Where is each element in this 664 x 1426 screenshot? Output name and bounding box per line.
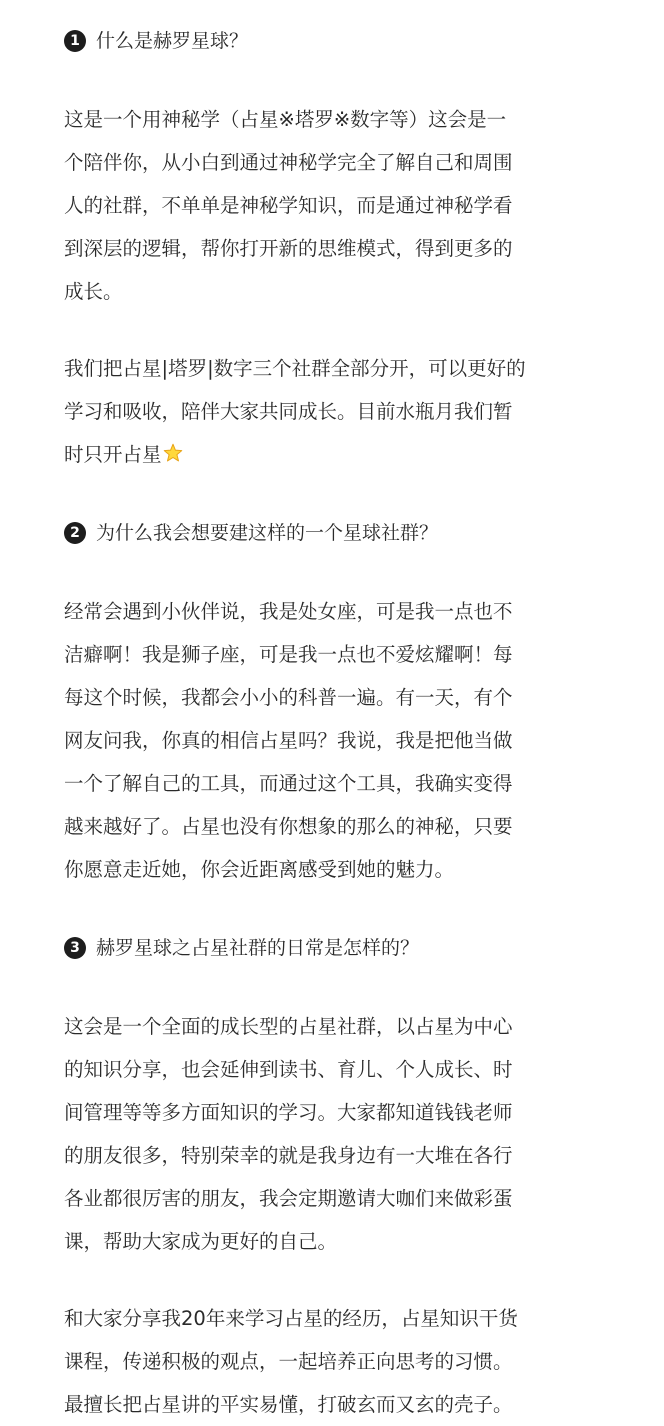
text-line: 我们把占星|塔罗|数字三个社群全部分开，可以更好的: [64, 357, 526, 380]
text-line: 一个了解自己的工具，而通过这个工具，我确实变得: [64, 772, 513, 795]
text-line: 各业都很厉害的朋友，我会定期邀请大咖们来做彩蛋: [64, 1187, 513, 1210]
text-line: 人的社群，不单单是神秘学知识，而是通过神秘学看: [64, 194, 513, 217]
text-line: 课程，传递积极的观点，一起培养正向思考的习惯。: [64, 1350, 513, 1373]
text-line: 时只开占星: [64, 443, 162, 466]
text-line: 课，帮助大家成为更好的自己。: [64, 1230, 338, 1253]
section-heading-text: 为什么我会想要建这样的一个星球社群？: [96, 522, 439, 544]
text-line: 到深层的逻辑，帮你打开新的思维模式，得到更多的: [64, 237, 513, 260]
text-line: 这会是一个全面的成长型的占星社群，以占星为中心: [64, 1015, 513, 1038]
text-line: 这是一个用神秘学（占星※塔罗※数字等）这会是一: [64, 108, 507, 131]
section-heading-text: 什么是赫罗星球？: [96, 30, 249, 52]
number-badge-2: 2: [64, 522, 86, 544]
text-line: 最擅长把占星讲的平实易懂，打破玄而又玄的壳子。: [64, 1393, 513, 1416]
paragraph: [64, 98, 634, 313]
text-line: 每这个时候，我都会小小的科普一遍。有一天，有个: [64, 686, 513, 709]
text-line: 间管理等等多方面知识的学习。大家都知道钱钱老师: [64, 1101, 513, 1124]
text-line: 洁癖啊！我是狮子座，可是我一点也不爱炫耀啊！每: [64, 643, 513, 666]
paragraph: [64, 1005, 634, 1263]
number-badge-3: 3: [64, 937, 86, 959]
text-line-with-icon: [64, 433, 634, 476]
star-emoji-icon: [163, 443, 183, 463]
text-line: 学习和吸收，陪伴大家共同成长。目前水瓶月我们暂: [64, 400, 513, 423]
text-line: 的朋友很多，特别荣幸的就是我身边有一大堆在各行: [64, 1144, 513, 1167]
text-line: 的知识分享，也会延伸到读书、育儿、个人成长、时: [64, 1058, 513, 1081]
paragraph: [64, 1297, 634, 1426]
text-line: 成长。: [64, 280, 123, 303]
text-line: 越来越好了。占星也没有你想象的那么的神秘，只要: [64, 815, 513, 838]
paragraph: [64, 347, 634, 476]
text-line: 个陪伴你，从小白到通过神秘学完全了解自己和周围: [64, 151, 513, 174]
paragraph: [64, 590, 634, 891]
section-heading-2: [64, 510, 634, 556]
text-line: 网友问我，你真的相信占星吗？我说，我是把他当做: [64, 729, 513, 752]
text-line: 经常会遇到小伙伴说，我是处女座，可是我一点也不: [64, 600, 513, 623]
section-heading-text: 赫罗星球之占星社群的日常是怎样的？: [96, 937, 420, 959]
text-line: 你愿意走近她，你会近距离感受到她的魅力。: [64, 858, 455, 881]
section-heading-3: [64, 925, 634, 971]
number-badge-1: 1: [64, 30, 86, 52]
section-heading-1: [64, 18, 634, 64]
text-line: 和大家分享我20年来学习占星的经历，占星知识干货: [64, 1307, 518, 1330]
